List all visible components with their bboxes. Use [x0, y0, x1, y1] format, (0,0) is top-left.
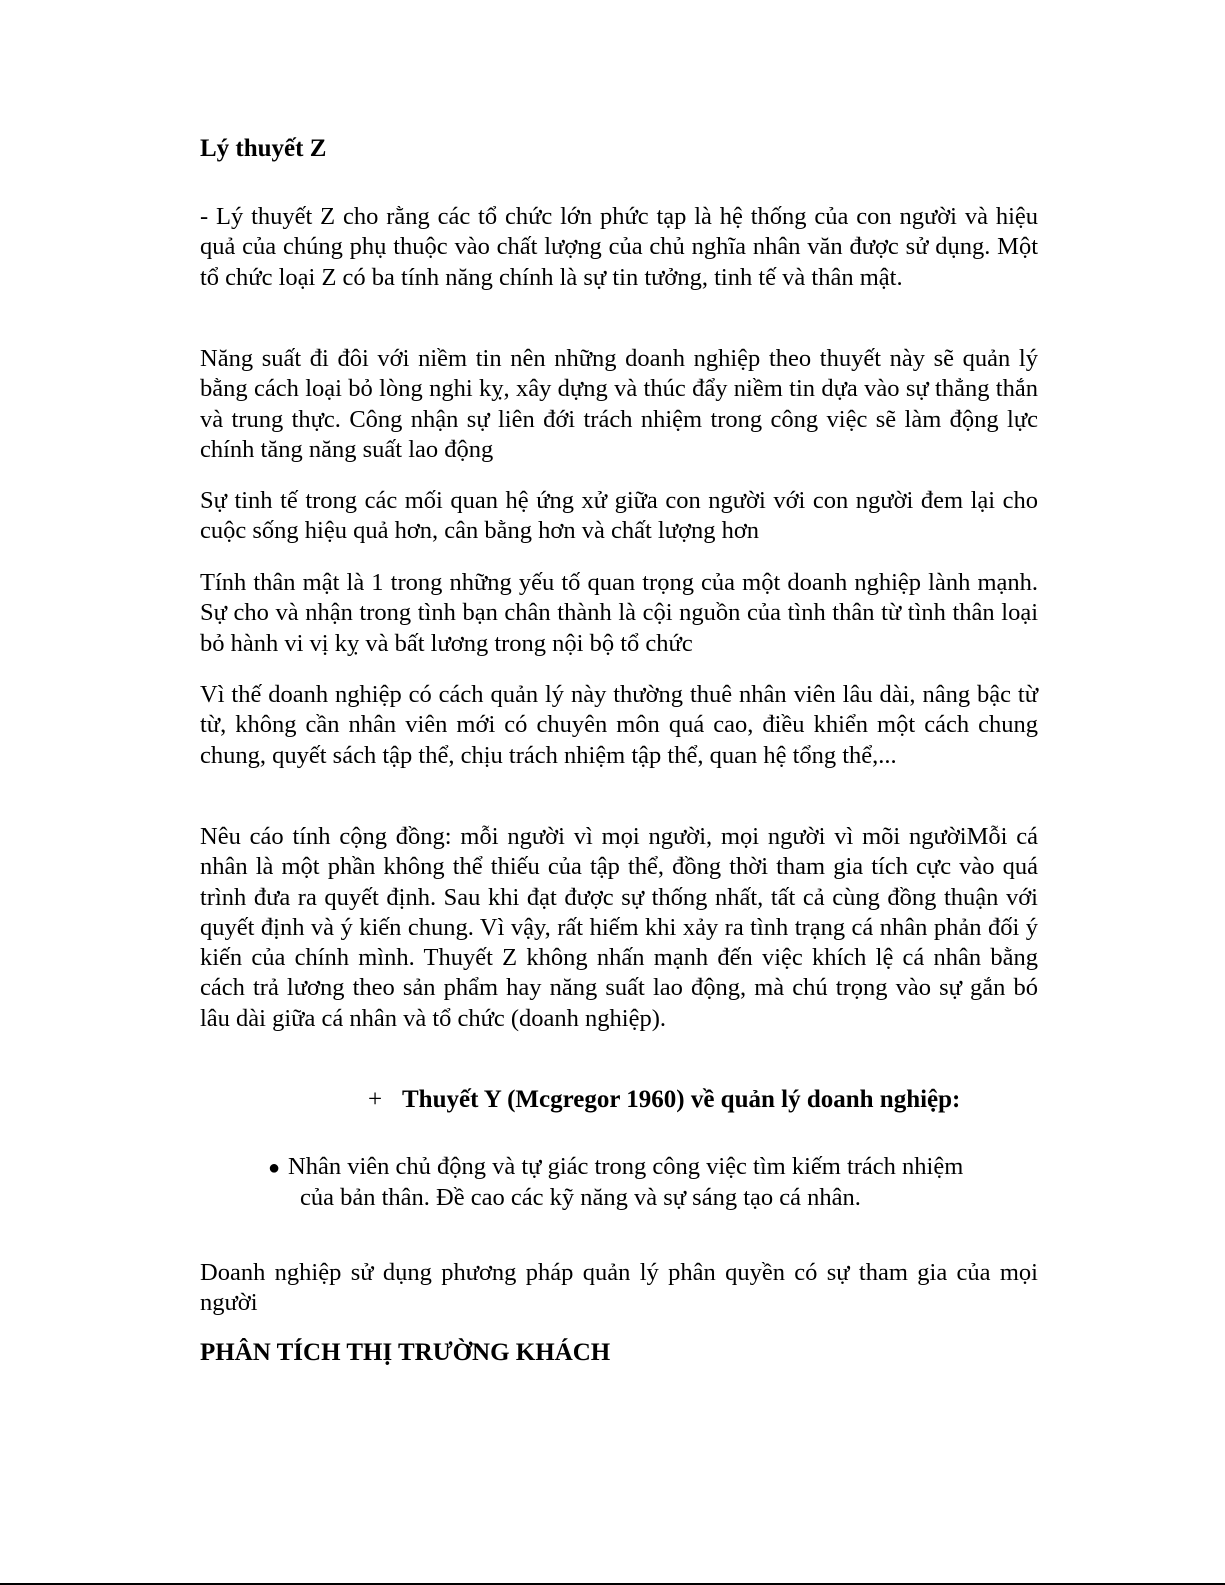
paragraph-trust: Năng suất đi đôi với niềm tin nên những doanh nghiệp theo thuyết này sẽ quản lý bằng cách loại bỏ lòng nghi kỵ, xây dựng và thúc đẩy niềm tin dựa vào sự thẳng thắn và trung thực. Công nhận sự liên đới trách nhiệm trong công việc sẽ làm động lực chính tăng năng suất lao động [200, 345, 1038, 463]
bullet-text-line-1: Nhân viên chủ động và tự giác trong công việc tìm kiếm trách nhiệm [288, 1153, 964, 1180]
bullet-dot-icon: ● [268, 1157, 281, 1179]
theory-y-title: Thuyết Y (Mcgregor 1960) về quản lý doanh nghiệp: [402, 1086, 961, 1113]
section-title: Lý thuyết Z [200, 135, 327, 162]
paragraph-subtlety: Sự tinh tế trong các mối quan hệ ứng xử giữa con người với con người đem lại cho cuộc sống hiệu quả hơn, cân bằng hơn và chất lượng hơn [200, 487, 1038, 545]
paragraph-intro: - Lý thuyết Z cho rằng các tổ chức lớn phức tạp là hệ thống của con người và hiệu quả của chúng phụ thuộc vào chất lượng của chủ nghĩa nhân văn được sử dụng. Một tổ chức loại Z có ba tính năng chính là sự tin tưởng, tinh tế và thân mật. [200, 203, 1038, 291]
theory-y-heading [368, 1084, 960, 1116]
document-page [200, 132, 1038, 1366]
plus-marker: + [368, 1086, 383, 1113]
paragraph-intimacy: Tính thân mật là 1 trong những yếu tố quan trọng của một doanh nghiệp lành mạnh. Sự cho và nhận trong tình bạn chân thành là cội nguồn của tình thân từ tình thân loại bỏ hành vi vị kỵ và bất lương trong nội bộ tổ chức [200, 569, 1038, 657]
market-analysis-heading: PHÂN TÍCH THỊ TRƯỜNG KHÁCH [200, 1339, 611, 1366]
bullet-text-line-2: của bản thân. Đề cao các kỹ năng và sự sáng tạo cá nhân. [300, 1184, 861, 1212]
paragraph-management: Vì thế doanh nghiệp có cách quản lý này thường thuê nhân viên lâu dài, nâng bậc từ từ, không cần nhân viên mới có chuyên môn quá cao, điều khiển một cách chung chung, quyết sách tập thể, chịu trách nhiệm tập thể, quan hệ tổng thể,... [200, 681, 1038, 769]
bullet-list-item [268, 1152, 1038, 1214]
paragraph-community: Nêu cáo tính cộng đồng: mỗi người vì mọi người, mọi người vì mõi ngườiMỗi cá nhân là một phần không thể thiếu của tập thể, đồng thời tham gia tích cực vào quá trình đưa ra quyết định. Sau khi đạt được sự thống nhất, tất cả cùng đồng thuận với quyết định và ý kiến chung. Vì vậy, rất hiếm khi xảy ra tình trạng cá nhân phản đối ý kiến của chính mình. Thuyết Z không nhấn mạnh đến việc khích lệ cá nhân bằng cách trả lương theo sản phẩm hay năng suất lao động, mà chú trọng vào sự gắn bó lâu dài giữa cá nhân và tổ chức (doanh nghiệp). [200, 823, 1038, 1032]
paragraph-closing: Doanh nghiệp sử dụng phương pháp quản lý phân quyền có sự tham gia của mọi người [200, 1259, 1038, 1317]
